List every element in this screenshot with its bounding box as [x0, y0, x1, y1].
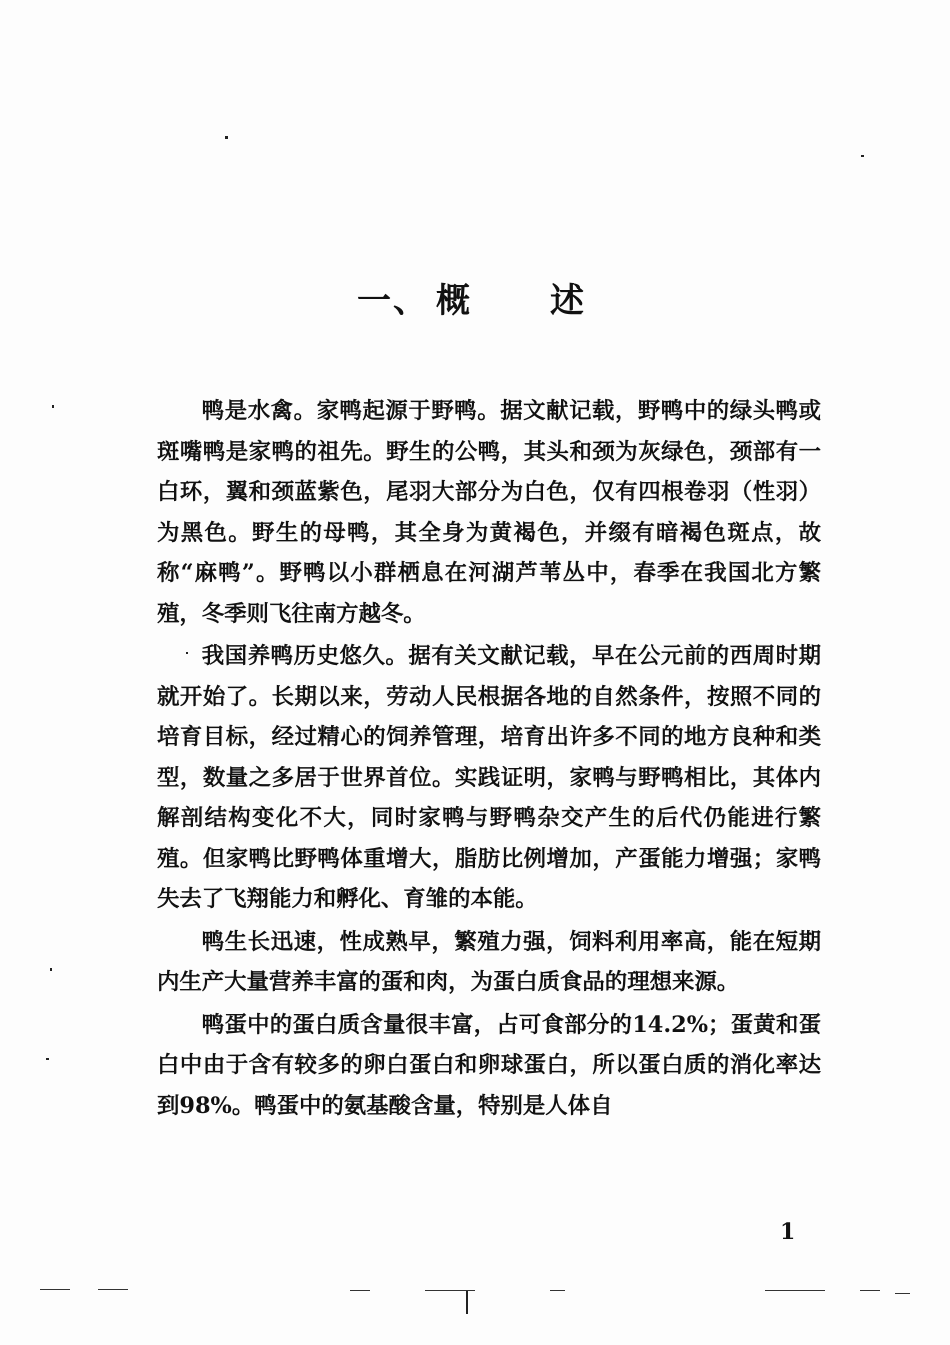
scan-speck	[861, 155, 864, 157]
scan-speck	[46, 1058, 49, 1060]
scan-line	[98, 1289, 128, 1290]
scan-line	[895, 1293, 910, 1294]
paragraph: 鸭生长迅速，性成熟早，繁殖力强，饲料利用率高，能在短期内生产大量营养丰富的蛋和肉，为蛋白质食品的理想来源。	[157, 928, 821, 995]
scan-speck	[225, 136, 228, 139]
scan-speck	[186, 652, 188, 654]
scan-line	[550, 1290, 565, 1291]
scan-line	[40, 1289, 70, 1290]
scan-line	[860, 1290, 880, 1291]
scan-line	[765, 1290, 825, 1291]
chapter-title	[357, 276, 597, 326]
scan-line	[425, 1290, 475, 1291]
chapter-number: 一、	[357, 281, 429, 321]
scan-speck	[50, 968, 52, 971]
chapter-title-char-1: 概	[436, 281, 472, 321]
body-text	[157, 391, 821, 1128]
paragraph: 我国养鸭历史悠久。据有关文献记载，早在公元前的西周时期就开始了。长期以来，劳动人民根据各地的自然条件，按照不同的培育目标，经过精心的饲养管理，培育出许多不同的地方良种和类型，数量之多居于世界首位。实践证明，家鸭与野鸭相比，其体内解剖结构变化不大，同时家鸭与野鸭杂交产生的后代仍能进行繁殖。但家鸭比野鸭体重增大，脂肪比例增加，产蛋能力增强；家鸭失去了飞翔能力和孵化、育雏的本能。	[157, 643, 821, 912]
chapter-title-char-2: 述	[550, 281, 586, 321]
scan-speck	[52, 405, 54, 408]
paragraph: 鸭蛋中的蛋白质含量很丰富，占可食部分的14.2%；蛋黄和蛋白中由于含有较多的卵白蛋白和卵球蛋白，所以蛋白质的消化率达到98%。鸭蛋中的氨基酸含量，特别是人体自	[157, 1011, 821, 1119]
scan-speck	[466, 1290, 468, 1314]
scan-line	[350, 1290, 370, 1291]
paragraph: 鸭是水禽。家鸭起源于野鸭。据文献记载，野鸭中的绿头鸭或斑嘴鸭是家鸭的祖先。野生的公鸭，其头和颈为灰绿色，颈部有一白环，翼和颈蓝紫色，尾羽大部分为白色，仅有四根卷羽（性羽）为黑色。野生的母鸭，其全身为黄褐色，并缀有暗褐色斑点，故称“麻鸭”。野鸭以小群栖息在河湖芦苇丛中，春季在我国北方繁殖，冬季则飞往南方越冬。	[157, 398, 821, 627]
page-number: 1	[780, 1219, 796, 1245]
